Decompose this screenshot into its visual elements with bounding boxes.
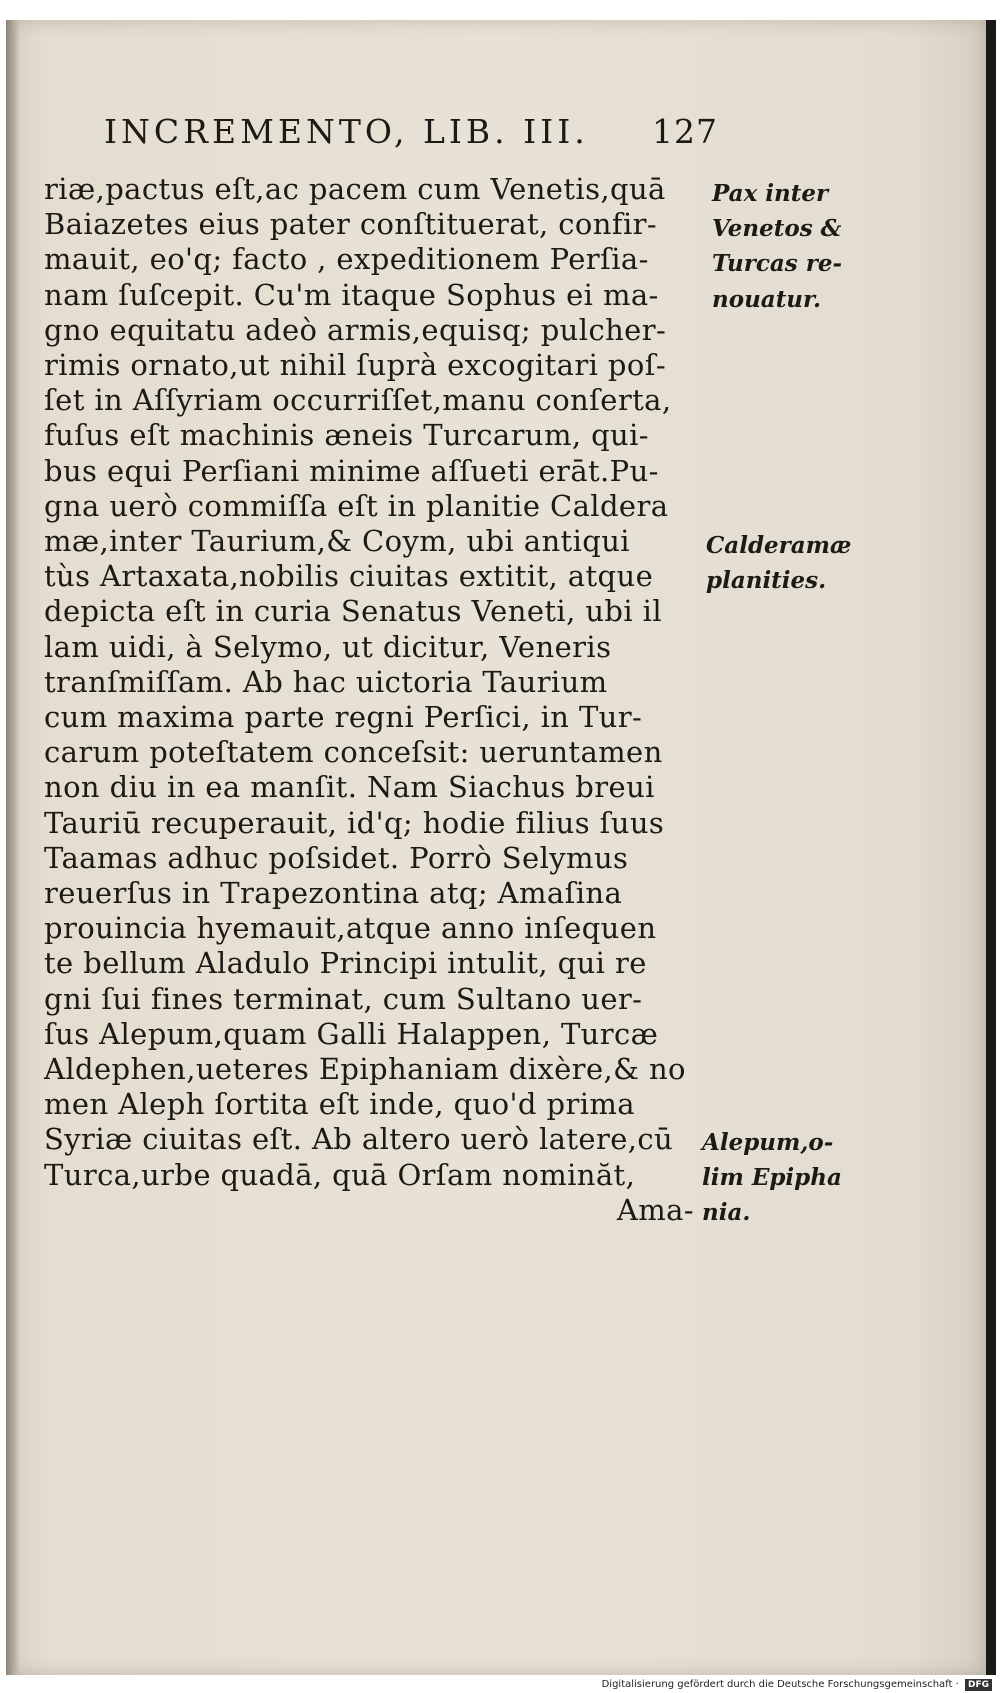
- text-line: tùs Artaxata,nobilis ciuitas extitit, atque: [44, 559, 654, 594]
- digitization-credit: [602, 1679, 992, 1691]
- text-line: depicta eſt in curia Senatus Veneti, ubi il: [44, 594, 663, 629]
- text-line: ſus Alepum,quam Galli Halappen, Turcæ: [44, 1016, 659, 1051]
- text-line: Taamas adhuc poſsidet. Porrò Selymus: [44, 840, 629, 875]
- text-line: mæ,inter Taurium,& Coym, ubi antiqui: [44, 524, 630, 559]
- text-line: ſet in Aſſyriam occurriſſet,manu conſerta,: [44, 383, 672, 418]
- text-line: rimis ornato,ut nihil ſuprà excogitari poſ-: [44, 348, 667, 383]
- text-line: non diu in ea manſit. Nam Siachus breui: [44, 770, 655, 805]
- text-line: nam ſuſcepit. Cu'm itaque Sophus ei ma-: [44, 277, 659, 312]
- main-text-block: [44, 172, 704, 1228]
- marginal-line: Pax inter: [712, 180, 829, 207]
- dfg-logo-icon: DFG: [965, 1679, 992, 1691]
- text-line: carum poteſtatem conceſsit: ueruntamen: [44, 735, 663, 770]
- marginal-note-pax: [712, 176, 842, 317]
- running-header: [104, 112, 718, 151]
- marginal-line: Venetos &: [712, 215, 842, 243]
- text-line: prouincia hyemauit,atque anno inſequen: [44, 911, 657, 946]
- text-line: tranſmiſſam. Ab hac uictoria Taurium: [44, 664, 608, 699]
- marginal-line: planities.: [706, 567, 827, 595]
- page-gutter: [6, 20, 20, 1675]
- text-line: mauit, eo'q; facto , expeditionem Perſia-: [44, 242, 649, 277]
- page-edge-shadow: [986, 20, 996, 1675]
- running-title: INCREMENTO, LIB. III.: [104, 112, 589, 151]
- text-line: Baiazetes eius pater conſtituerat, confir-: [44, 207, 658, 242]
- text-line: men Aleph ſortita eſt inde, quo'd prima: [44, 1087, 635, 1122]
- marginal-line: Turcas re-: [712, 250, 843, 278]
- marginal-line: Calderamæ: [706, 532, 852, 559]
- book-page: [6, 20, 986, 1675]
- marginal-note-alepum: [702, 1125, 842, 1231]
- text-line: reuerſus in Trapezontina atq; Amaſina: [44, 876, 623, 911]
- folio-number: 127: [652, 112, 718, 151]
- text-line: cum maxima parte regni Perſici, in Tur-: [44, 700, 643, 735]
- marginal-line: nia.: [702, 1199, 751, 1227]
- text-line: te bellum Aladulo Principi intulit, qui re: [44, 946, 647, 981]
- text-line: gna uerò commiſſa eſt in planitie Caldera: [44, 488, 669, 523]
- text-line: Tauriū recuperauit, id'q; hodie filius ſuus: [44, 805, 665, 840]
- marginal-line: nouatur.: [712, 285, 822, 313]
- text-line: bus equi Perſiani minime aſſueti erāt.Pu-: [44, 453, 659, 488]
- marginal-line: Alepum,o-: [702, 1129, 834, 1156]
- text-line: Turca,urbe quadā, quā Orſam nominăt,: [44, 1157, 636, 1192]
- marginal-line: lim Epipha: [702, 1164, 842, 1192]
- catchword: Ama-: [616, 1192, 694, 1227]
- text-line: gno equitatu adeò armis,equisq; pulcher-: [44, 312, 667, 347]
- marginal-note-calderamae: [706, 528, 851, 598]
- text-line: lam uidi, à Selymo, ut dicitur, Veneris: [44, 629, 612, 664]
- text-line: fuſus eſt machinis æneis Turcarum, qui-: [44, 418, 650, 453]
- text-line: Aldephen,ueteres Epiphaniam dixère,& no: [44, 1052, 686, 1087]
- credit-text: Digitalisierung gefördert durch die Deutsche Forschungsgemeinschaft ·: [601, 1679, 959, 1690]
- text-line: gni ſui fines terminat, cum Sultano uer-: [44, 981, 643, 1016]
- text-line: Syriæ ciuitas eſt. Ab altero uerò latere,cū: [44, 1122, 674, 1157]
- text-line: riæ,pactus eſt,ac pacem cum Venetis,quā: [44, 172, 666, 206]
